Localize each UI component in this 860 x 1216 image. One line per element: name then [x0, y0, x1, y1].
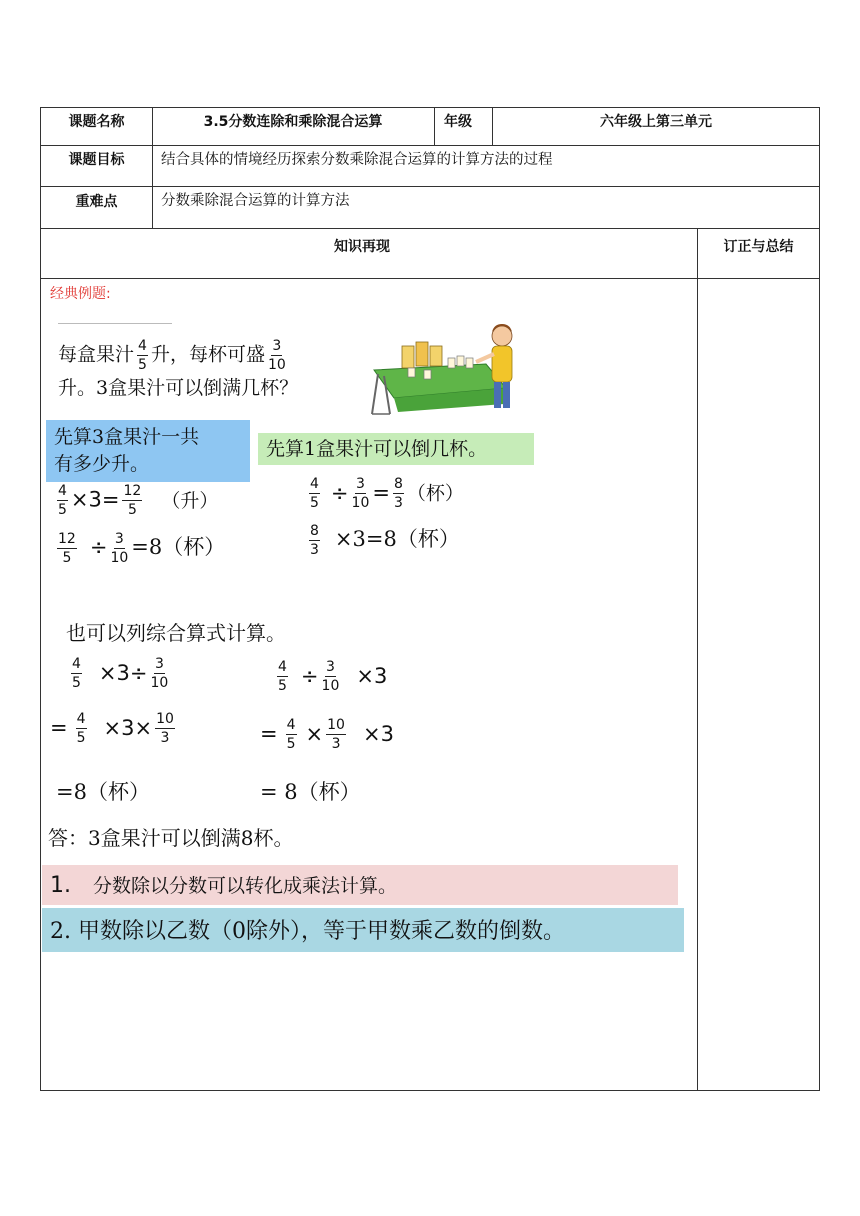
review-column-title: 订正与总结 [723, 239, 794, 255]
answer-text: 答：3盒果汁可以倒满8杯。 [48, 826, 294, 850]
rule-two-band: 2. 甲数除以乙数（0除外），等于甲数乘乙数的倒数。 [42, 908, 684, 952]
grade-label: 年级 [444, 114, 472, 130]
combined-b-line-1: $\frac{4}{5}$ ÷ $\frac{3}{10}$ ×3 [278, 659, 388, 694]
fraction: $\frac{4}{5}$ [138, 338, 147, 373]
method-one-box: 先算3盒果汁一共 有多少升。 [46, 420, 250, 482]
combined-a-line-1: $\frac{4}{5}$ ×3÷ $\frac{3}{10}$ [72, 656, 169, 691]
problem-line-1: 每盒果汁 $\frac{4}{5}$ 升，每杯可盛 $\frac{3}{10}$ [58, 338, 286, 373]
combined-title: 也可以列综合算式计算。 [66, 621, 286, 645]
key-label: 重难点 [75, 194, 118, 210]
combined-b-line-2: = $\frac{4}{5}$ × $\frac{10}{3}$ ×3 [260, 717, 394, 752]
method-one-step-2: $\frac{12}{5}$ ÷ $\frac{3}{10}$ =8（杯） [58, 530, 226, 566]
key-value: 分数乘除混合运算的计算方法 [161, 193, 350, 209]
juice-illustration [368, 318, 524, 418]
method-one-step-1: $\frac{4}{5}$ ×3= $\frac{12}{5}$ （升） [58, 483, 219, 518]
problem-line-2: 升。3盒果汁可以倒满几杯？ [58, 377, 299, 399]
method-two-step-1: $\frac{4}{5}$ ÷ $\frac{3}{10}$ = $\frac{8}{3}$ （杯） [310, 476, 464, 511]
method-two-box: 先算1盒果汁可以倒几杯。 [258, 433, 534, 465]
goal-label: 课题目标 [68, 152, 125, 168]
topic-value: 3.5分数连除和乘除混合运算 [203, 114, 383, 130]
method-two-step-2: $\frac{8}{3}$ ×3=8（杯） [310, 522, 460, 558]
topic-label: 课题名称 [68, 114, 125, 130]
combined-a-line-2: = $\frac{4}{5}$ ×3× $\frac{10}{3}$ [50, 711, 174, 746]
goal-value: 结合具体的情境经历探索分数乘除混合运算的计算方法的过程 [161, 152, 553, 168]
combined-b-line-3: = 8（杯） [260, 780, 361, 804]
divider [58, 323, 172, 324]
knowledge-column-title: 知识再现 [334, 239, 390, 255]
example-tag: 经典例题: [50, 286, 111, 302]
fraction: $\frac{3}{10}$ [267, 338, 286, 373]
grade-value: 六年级上第三单元 [600, 114, 712, 130]
rule-one-band: 1. 分数除以分数可以转化成乘法计算。 [42, 865, 678, 905]
combined-a-line-3: =8（杯） [56, 780, 150, 804]
